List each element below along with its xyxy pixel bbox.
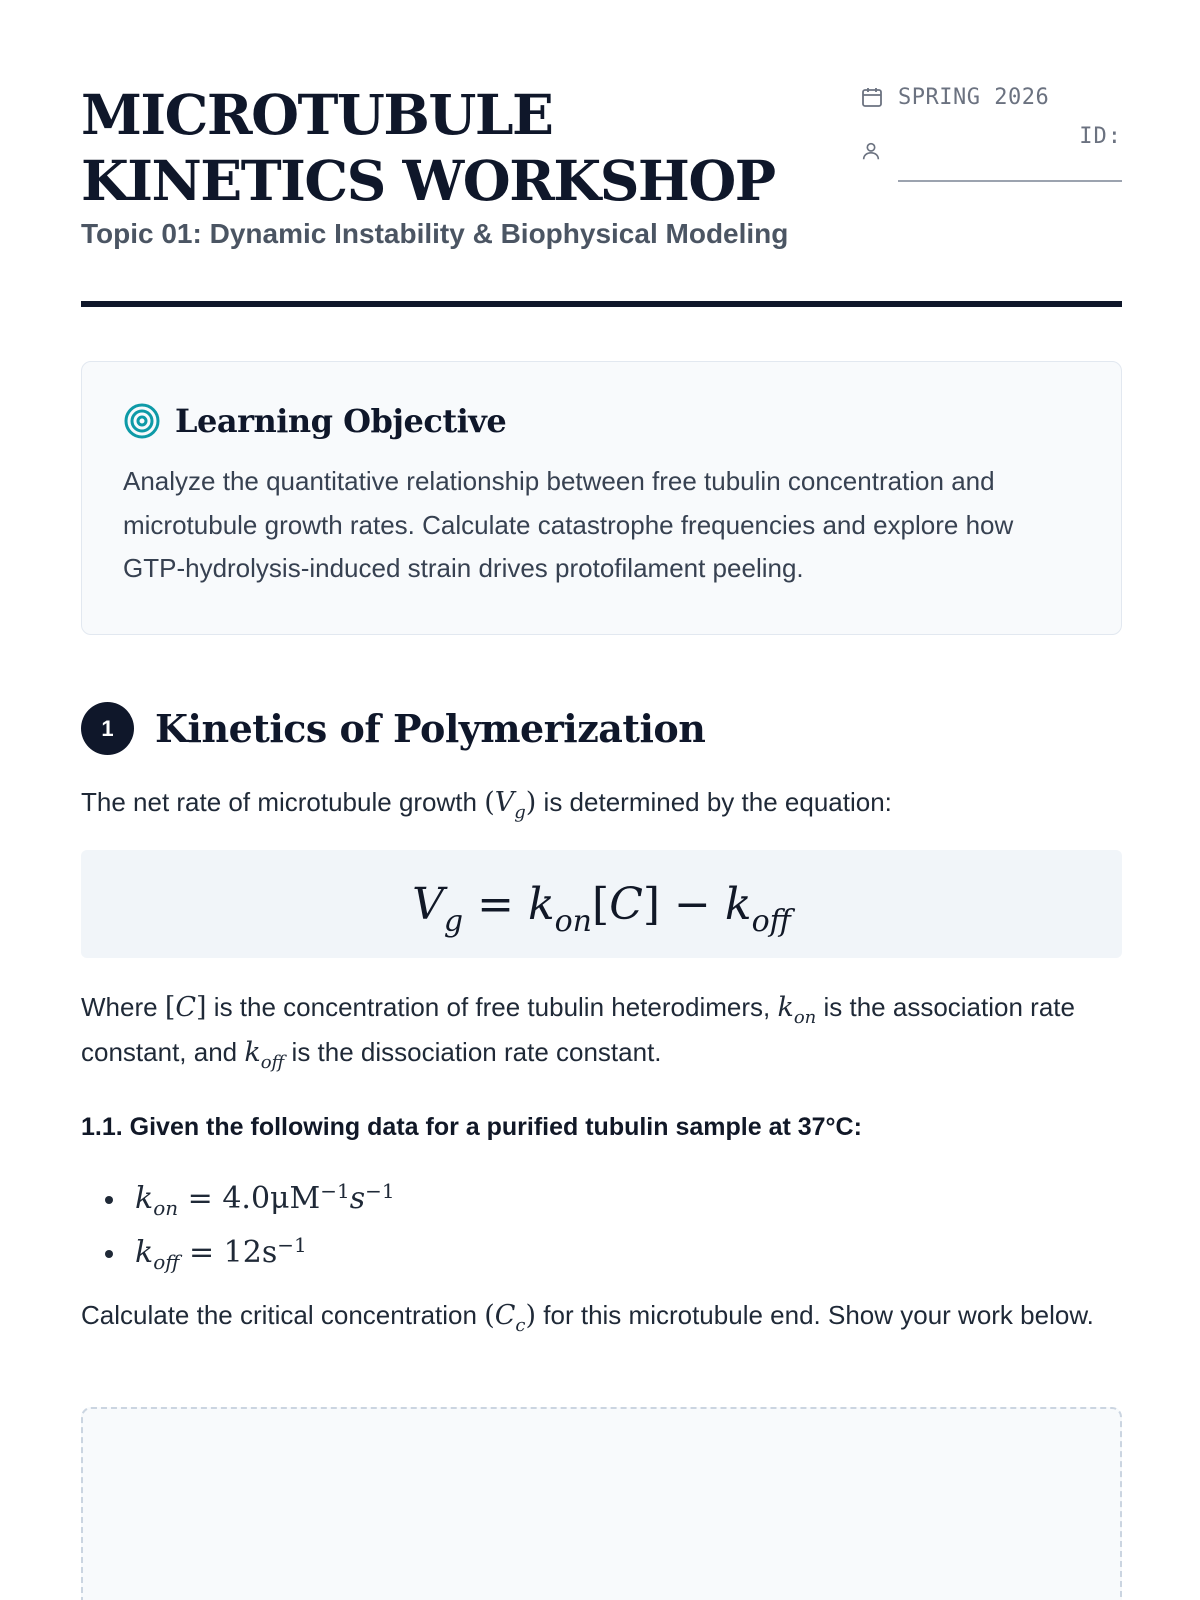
task-prompt [81, 1295, 1122, 1336]
growth-rate-equation [81, 850, 1122, 958]
list-item [105, 1172, 395, 1226]
koff-value: $k_{off} = 12s^{-1}$ [135, 1233, 307, 1274]
c-symbol: [C] [164, 992, 207, 1023]
objective-title: Learning Objective [175, 402, 507, 440]
target-icon [123, 402, 161, 440]
equation-formula: $V_g = k_{on}[C] - k_{off}$ [412, 878, 791, 939]
calendar-icon [860, 85, 884, 109]
page-subtitle: Topic 01: Dynamic Instability & Biophysical Modeling [81, 218, 789, 249]
header-divider [81, 301, 1122, 307]
section-intro [81, 780, 1122, 825]
section-1-header [81, 702, 705, 755]
vg-symbol: $(V_g)$ [484, 787, 537, 823]
id-input-line[interactable] [898, 180, 1122, 182]
task-text-before: Calculate the critical concentration [81, 1300, 485, 1330]
intro-text-after: is determined by the equation: [536, 787, 892, 817]
kon-value: $k_{on} = 4.0\mu M^{-1}s^{-1}$ [135, 1179, 395, 1220]
objective-header [123, 402, 1080, 440]
objective-text: Analyze the quantitative relationship between free tubulin concentration and microtubule growth rates. Calculate catastrophe frequencies and explore how GTP-hydrolysis-induced strain drives protofilament peeling. [123, 466, 1014, 583]
intro-text-before: The net rate of microtubule growth [81, 787, 485, 817]
variable-definitions [81, 985, 1122, 1075]
user-icon [860, 140, 884, 164]
section-title: Kinetics of Polymerization [155, 706, 706, 751]
where-text-4: is the dissociation rate constant. [284, 1037, 662, 1067]
section-number-badge: 1 [81, 702, 134, 755]
kon-symbol: $k_{on}$ [777, 992, 817, 1028]
where-text-3: is the association rate constant, and [81, 992, 1075, 1067]
term-label: SPRING 2026 [898, 84, 1050, 110]
id-label: ID: [1079, 124, 1122, 149]
learning-objective-card [81, 361, 1122, 635]
cc-symbol: $(C_c)$ [484, 1300, 537, 1336]
koff-symbol: $k_{off}$ [244, 1037, 285, 1073]
where-text-2: is the concentration of free tubulin heterodimers, [206, 992, 778, 1022]
question-1-1-label: 1.1. Given the following data for a purified tubulin sample at 37°C: [81, 1113, 862, 1141]
where-text-1: Where [81, 992, 165, 1022]
list-item [105, 1226, 395, 1280]
work-answer-area[interactable] [81, 1407, 1122, 1600]
header-meta [860, 80, 1122, 149]
page-title: MICROTUBULE KINETICS WORKSHOP [81, 82, 775, 213]
given-data-list [105, 1172, 395, 1280]
task-text-after: for this microtubule end. Show your work below. [536, 1300, 1094, 1330]
term-row [860, 80, 1122, 114]
